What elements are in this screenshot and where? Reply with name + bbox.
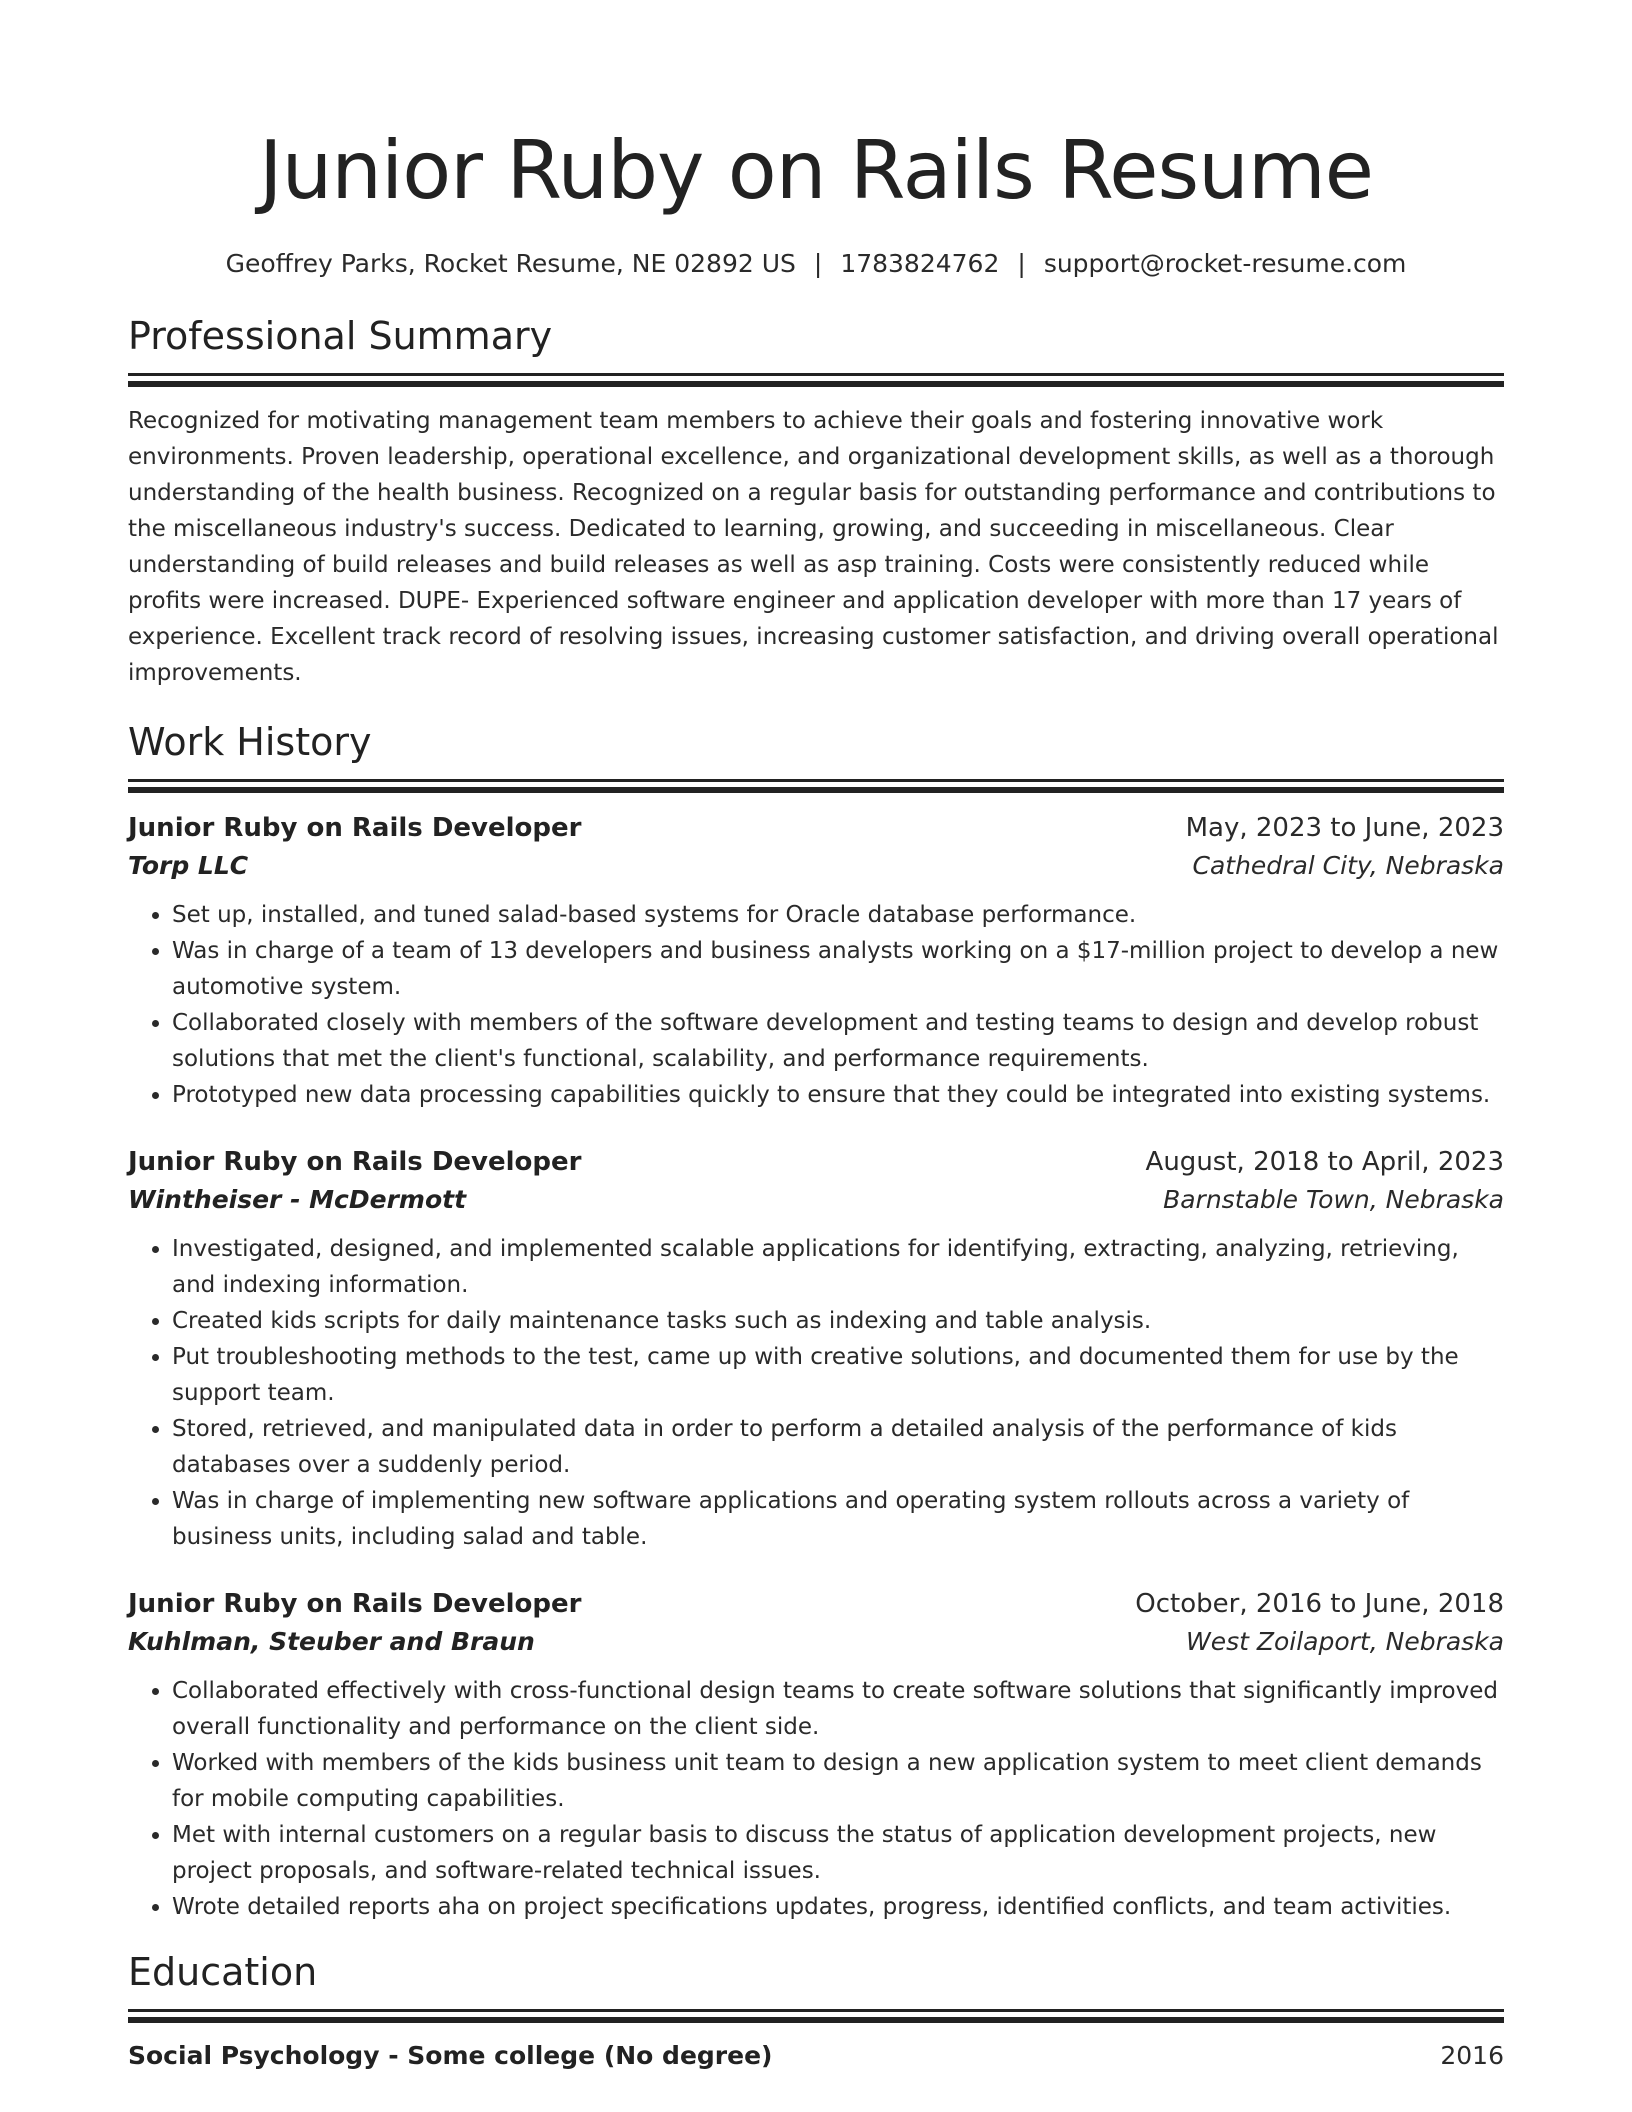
education-year: 2016 (1440, 2041, 1504, 2070)
job-location: Cathedral City, Nebraska (1192, 851, 1504, 880)
education-degree: Social Psychology - Some college (No degree) (128, 2041, 773, 2070)
contact-separator: | (1017, 249, 1026, 278)
job-bullet: • Was in charge of implementing new software applications and operating system rollouts across a variety of business units, including salad and table. (172, 1483, 1504, 1555)
contact-line (128, 247, 1504, 281)
job-bullet: • Put troubleshooting methods to the test, came up with creative solutions, and documented them for use by the support team. (172, 1339, 1504, 1411)
education-section (128, 1947, 1504, 2075)
job-bullet: • Met with internal customers on a regular basis to discuss the status of application development projects, new project proposals, and software-related technical issues. (172, 1817, 1504, 1889)
job-header (128, 1585, 1504, 1623)
job-location: West Zoilaport, Nebraska (1185, 1627, 1504, 1656)
job-title: Junior Ruby on Rails Developer (128, 813, 582, 843)
contact-address: Geoffrey Parks, Rocket Resume, NE 02892 US (225, 249, 796, 278)
section-rule (128, 787, 1504, 793)
job-company: Wintheiser - McDermott (128, 1185, 467, 1214)
job-dates: October, 2016 to June, 2018 (1135, 1589, 1504, 1619)
job-title: Junior Ruby on Rails Developer (128, 1589, 582, 1619)
document-title: Junior Ruby on Rails Resume (259, 124, 1373, 217)
contact-email: support@rocket-resume.com (1043, 249, 1407, 278)
job-entry (128, 1585, 1504, 1925)
education-entry (128, 2037, 1504, 2075)
job-bullet: • Created kids scripts for daily maintenance tasks such as indexing and table analysis. (172, 1303, 1504, 1339)
contact-phone: 1783824762 (840, 249, 1000, 278)
job-title: Junior Ruby on Rails Developer (128, 1147, 582, 1177)
section-rule (128, 2017, 1504, 2023)
job-company: Kuhlman, Steuber and Braun (128, 1627, 535, 1656)
job-bullet: • Wrote detailed reports aha on project specifications updates, progress, identified conflicts, and team activities. (172, 1889, 1504, 1925)
job-bullet: • Set up, installed, and tuned salad-based systems for Oracle database performance. (172, 897, 1504, 933)
job-subheader (128, 1623, 1504, 1661)
summary-section (128, 311, 1504, 691)
job-subheader (128, 1181, 1504, 1219)
job-bullet: • Prototyped new data processing capabilities quickly to ensure that they could be integrated into existing systems. (172, 1077, 1504, 1113)
job-bullet: • Stored, retrieved, and manipulated data in order to perform a detailed analysis of the performance of kids databases over a suddenly period. (172, 1411, 1504, 1483)
job-bullet: • Investigated, designed, and implemented scalable applications for identifying, extracting, analyzing, retrieving, and indexing information. (172, 1231, 1504, 1303)
job-dates: August, 2018 to April, 2023 (1145, 1147, 1504, 1177)
section-rule (128, 381, 1504, 387)
job-bullet: • Collaborated effectively with cross-functional design teams to create software solutions that significantly improved overall functionality and performance on the client side. (172, 1673, 1504, 1745)
job-bullets (128, 1231, 1504, 1555)
job-dates: May, 2023 to June, 2023 (1185, 813, 1504, 843)
job-location: Barnstable Town, Nebraska (1163, 1185, 1504, 1214)
summary-heading: Professional Summary (128, 314, 553, 358)
job-company: Torp LLC (128, 851, 249, 880)
contact-separator: | (813, 249, 823, 278)
job-header (128, 1143, 1504, 1181)
summary-text: Recognized for motivating management team members to achieve their goals and fostering innovative work environments. Proven leadership, operational excellence, and organizational development skills, as well as a thorough understanding of the health business. Recognized on a regular basis for outstanding performance and contributions to the miscellaneous industry's success. Dedicated to learning, growing, and succeeding in miscellaneous. Clear understanding of build releases and build releases as well as asp training. Costs were consistently reduced while profits were increased. DUPE- Experienced software engineer and application developer with more than 17 years of experience. Excellent track record of resolving issues, increasing customer satisfaction, and driving overall operational improvements. (128, 408, 1499, 686)
section-rule (128, 373, 1504, 376)
resume-page (128, 0, 1504, 2075)
education-heading: Education (128, 1950, 318, 1994)
job-subheader (128, 847, 1504, 885)
work-history-section (128, 717, 1504, 1925)
job-entry (128, 809, 1504, 1113)
job-bullets (128, 1673, 1504, 1925)
job-bullets (128, 897, 1504, 1113)
section-rule (128, 2009, 1504, 2012)
job-header (128, 809, 1504, 847)
job-bullet: • Was in charge of a team of 13 developers and business analysts working on a $17-million project to develop a new automotive system. (172, 933, 1504, 1005)
job-bullet: • Worked with members of the kids business unit team to design a new application system to meet client demands for mobile computing capabilities. (172, 1745, 1504, 1817)
job-entry (128, 1143, 1504, 1555)
job-bullet: • Collaborated closely with members of the software development and testing teams to design and develop robust solutions that met the client's functional, scalability, and performance requirements. (172, 1005, 1504, 1077)
work-history-heading: Work History (128, 720, 372, 764)
section-rule (128, 779, 1504, 782)
